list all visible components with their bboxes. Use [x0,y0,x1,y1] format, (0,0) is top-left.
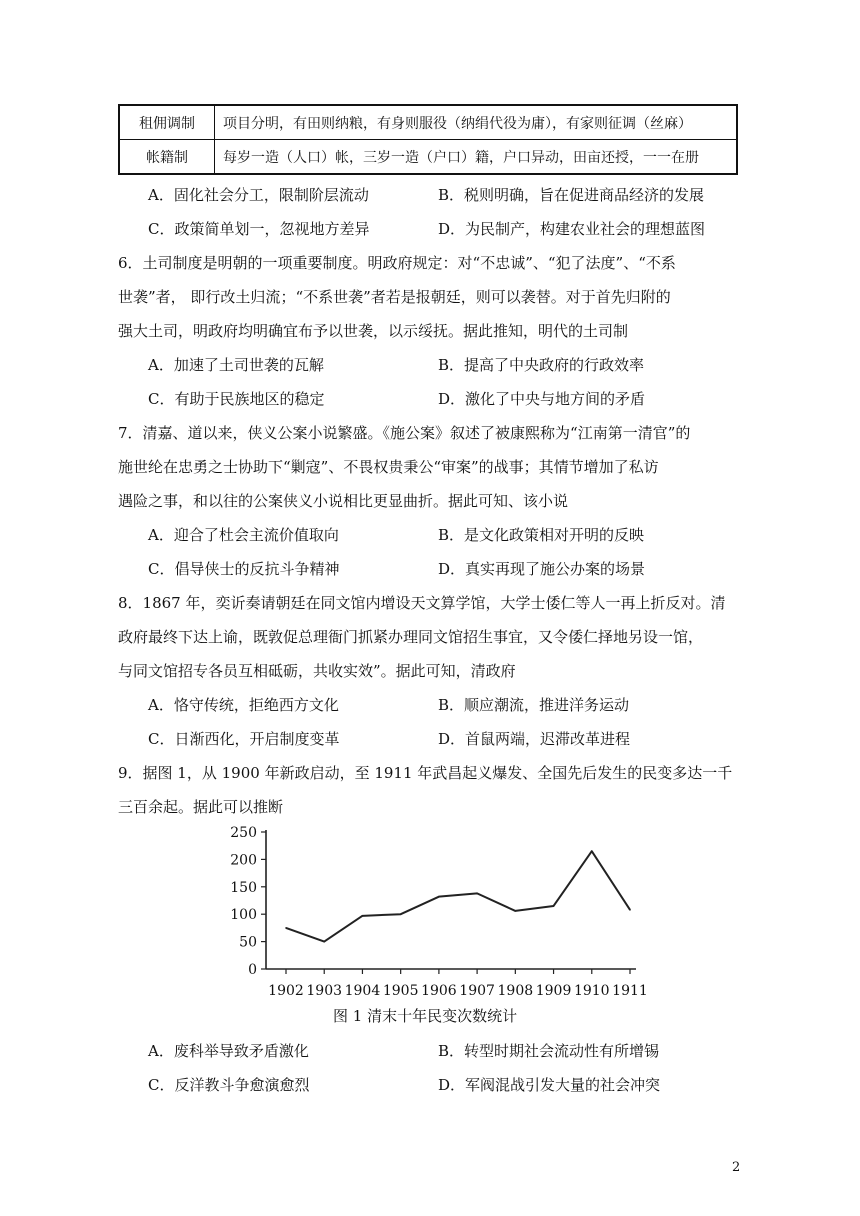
table-cell-desc: 每岁一造（人口）帐，三岁一造（户口）籍，户口异动，田亩还授，一一在册 [215,140,738,175]
x-tick-label: 1906 [421,983,457,999]
q9-option-d: D．军阀混战引发大量的社会冲突 [438,1076,661,1094]
q9-stem-line-1: 9．据图 1，从 1900 年新政启动，至 1911 年武昌起义爆发、全国先后发生的民变多达一千 [118,764,733,782]
x-tick-label: 1911 [612,983,648,999]
x-tick-label: 1908 [497,983,534,999]
figure-caption: 图 1 清末十年民变次数统计 [333,1007,518,1025]
y-tick-label: 200 [230,852,257,869]
series-line [286,851,630,941]
y-tick-label: 100 [230,907,257,924]
x-tick-label: 1907 [459,983,495,999]
x-tick-label: 1904 [344,983,381,999]
system-table [118,104,738,175]
data-point [323,941,325,943]
q6-option-b: B．提高了中央政府的行政效率 [438,356,645,374]
q9-option-a: A．废科举导致矛盾激化 [148,1042,309,1060]
table-cell-name: 帐籍制 [119,140,215,175]
q9-option-c: C．反洋教斗争愈演愈烈 [148,1076,310,1094]
q5-option-b: B．税则明确，旨在促进商品经济的发展 [438,186,705,204]
data-point [362,915,364,917]
q6-option-a: A．加速了土司世袭的瓦解 [148,356,324,374]
y-tick-label: 150 [230,879,257,896]
data-point [629,909,631,911]
q8-option-d: D．首鼠两端，迟滞改革进程 [438,730,631,748]
data-point [476,893,478,895]
data-point [553,905,555,907]
q7-option-d: D．真实再现了施公办案的场景 [438,560,646,578]
data-point [515,910,517,912]
q8-option-c: C．日渐西化，开启制度变革 [148,730,340,748]
x-tick-label: 1902 [268,983,304,999]
q6-option-d: D．激化了中央与地方间的矛盾 [438,390,646,408]
q6-option-c: C．有助于民族地区的稳定 [148,390,325,408]
q6-stem-line-2: 世袭”者， 即行改土归流；“不系世袭”者若是报朝廷，则可以袭替。对于首先归附的 [118,288,671,306]
q5-option-d: D．为民制产，构建农业社会的理想蓝图 [438,220,706,238]
q9-stem-line-2: 三百余起。据此可以推断 [118,798,284,816]
q7-stem-line-3: 遇险之事，和以往的公案侠义小说相比更显曲折。据此可知、该小说 [118,492,569,510]
q5-option-c: C．政策简单划一，忽视地方差异 [148,220,370,238]
q7-option-a: A．迎合了杜会主流价值取向 [148,526,339,544]
unrest-chart [228,820,648,1006]
q7-stem-line-1: 7．清嘉、道以来，侠义公案小说繁盛。《施公案》叙述了被康熙称为“江南第一清官”的 [118,424,691,442]
table-cell-name: 租佣调制 [119,105,215,140]
q7-stem-line-2: 施世纶在忠勇之士协助下“剿寇”、不畏权贵秉公“审案”的战事；其情节增加了私访 [118,458,659,476]
q8-stem-line-1: 8．1867 年，奕䜣奏请朝廷在同文馆内增设天文算学馆，大学士倭仁等人一再上折反对。清 [118,594,726,612]
table-cell-desc: 项目分明，有田则纳粮，有身则服役（纳绢代役为庸），有家则征调（丝麻） [215,105,738,140]
q6-stem-line-1: 6．土司制度是明朝的一项重要制度。明政府规定：对“不忠诚”、“犯了法度”、“不系 [118,254,676,272]
data-point [285,927,287,929]
data-point [591,850,593,852]
q5-option-a: A．固化社会分工，限制阶层流动 [148,186,369,204]
q7-option-b: B．是文化政策相对开明的反映 [438,526,645,544]
q8-option-a: A．恪守传统，拒绝西方文化 [148,696,339,714]
data-point [400,913,402,915]
y-tick-label: 250 [230,825,257,841]
x-tick-label: 1903 [306,983,343,999]
page-number: 2 [732,1160,741,1175]
q7-option-c: C．倡导侠士的反抗斗争精神 [148,560,340,578]
x-tick-label: 1910 [573,983,610,999]
q8-stem-line-3: 与同文馆招专各员互相砥砺，共收实效”。据此可知，清政府 [118,662,516,680]
table-row [119,140,737,175]
y-tick-label: 50 [239,934,257,951]
x-tick-label: 1909 [535,983,572,999]
q8-stem-line-2: 政府最终下达上谕，既敦促总理衙门抓紧办理同文馆招生事宜，又令倭仁择地另设一馆， [118,628,704,646]
q9-option-b: B．转型时期社会流动性有所增锡 [438,1042,660,1060]
x-tick-label: 1905 [382,983,419,999]
q6-stem-line-3: 强大土司，明政府均明确宜布予以世袭，以示绥抚。据此推知，明代的土司制 [118,322,629,340]
y-tick-label: 0 [248,962,257,978]
data-point [438,896,440,898]
unrest-chart-svg [228,820,648,1002]
q8-option-b: B．顺应潮流，推进洋务运动 [438,696,630,714]
table-row [119,105,737,140]
